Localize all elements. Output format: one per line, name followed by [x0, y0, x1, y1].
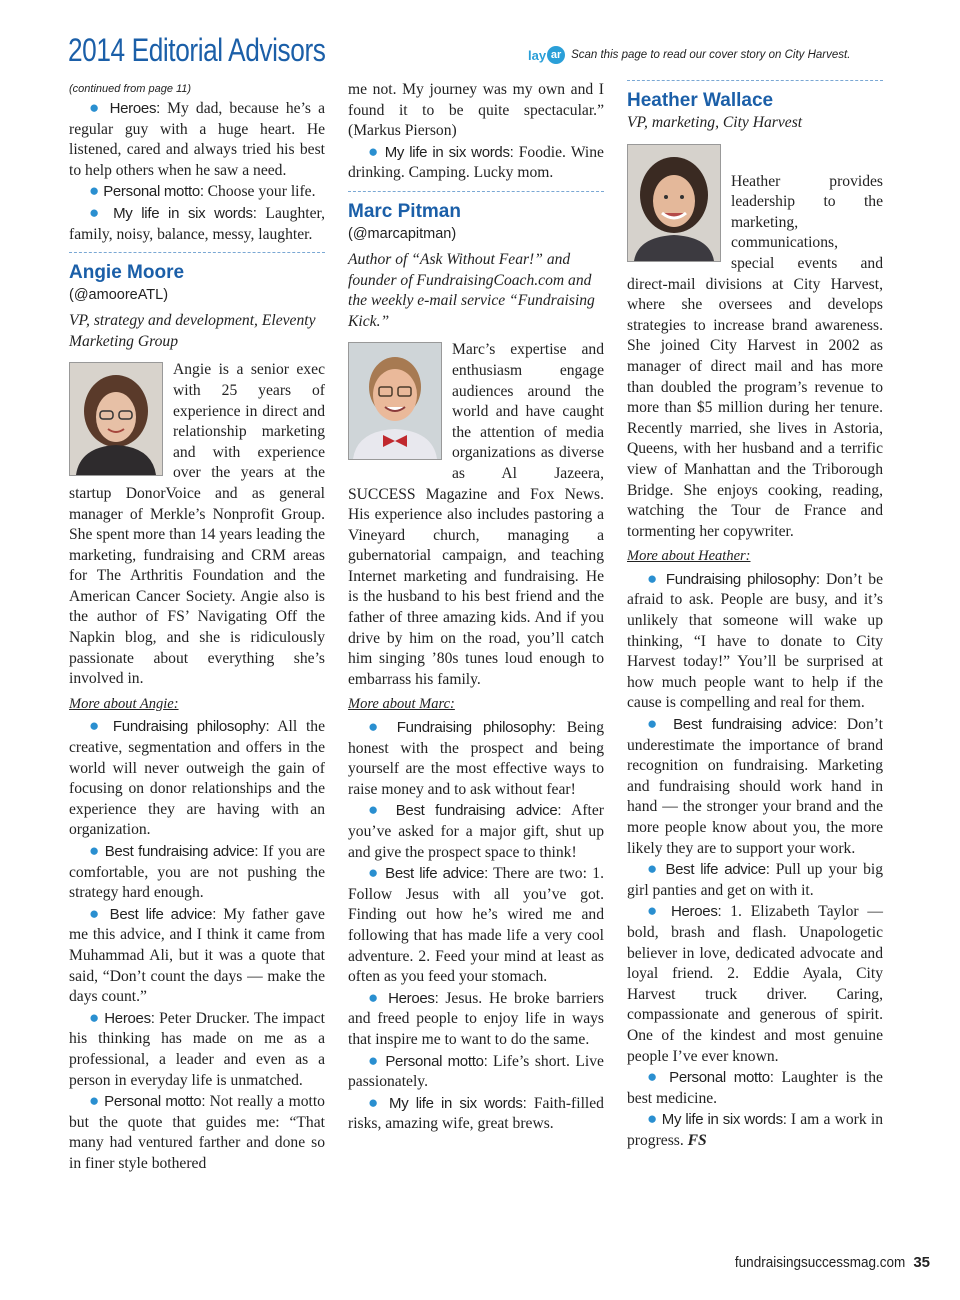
- portrait-icon: [349, 343, 441, 459]
- divider: [69, 252, 325, 253]
- advisor-bio: Heather provides leadership to the marketing, communications, special events and direct-mail divisions at City Harvest, where she oversees and develops strategies to increase brand awareness. She joined City Harvest in 2002 as manager of direct mail and has more than doubled the program’s revenue to more than $5 million during her tenure. Recently married, she lives in Astoria, Queens, with her husband and a terrific view of Manhattan and the Triborough Bridge. She enjoys cooking, reading, watching the Tour de France and tormenting her copywriter.: [627, 172, 883, 540]
- column-1: [69, 80, 325, 1175]
- six-words-entry: ● My life in six words: Faith-filled risks, amazing wife, great brews.: [348, 1092, 604, 1133]
- advisor-role: VP, marketing, City Harvest: [627, 114, 803, 131]
- bullet-icon: ●: [647, 901, 663, 921]
- heather-photo: [627, 144, 721, 262]
- philosophy-entry: ● Fundraising philosophy: Don’t be afraid to ask. People are busy, and it’s unlikely that someone will wake up thinking, “I have to donate to City Harvest today!” You’ll be surprised at how much people want to help if the cause is compelling and real for them.: [627, 568, 883, 712]
- heroes-entry: ● Heroes: 1. Elizabeth Taylor — bold, brash and flash. Unapologetic believer in love, dedicated advocate and loyal friend. 2. Eddie Ayala, City Harvest truck driver. Caring, compassionate and generous of spirit. One of the kindest and most genuine people I’ve ever known.: [627, 901, 883, 1065]
- bullet-icon: ●: [647, 714, 664, 734]
- motto-entry: ● Personal motto: Life’s short. Live passionately.: [348, 1050, 604, 1091]
- philosophy-entry: ● Fundraising philosophy: All the creative, segmentation and offers in the world will never outweigh the gain of focusing on donor relationships and the experience they are having with an organization.: [69, 716, 325, 839]
- bullet-icon: ●: [89, 181, 100, 201]
- more-about-heading: More about Heather:: [627, 548, 751, 565]
- bullet-icon: ●: [368, 987, 382, 1007]
- bullet-icon: ●: [368, 1050, 380, 1070]
- heroes-entry: ● Heroes: Jesus. He broke barriers and freed people to enjoy life in ways that inspire me to want to do the same.: [348, 987, 604, 1048]
- bullet-icon: ●: [368, 800, 386, 820]
- advisor-bio: Marc’s expertise and enthusiasm engage audiences around the world and have caught the attention of media organizations as diverse as Al Jazeera, SUCCESS Magazine and Fox News. His experience also includes pastoring a Vineyard church, managing a gubernatorial campaign, and teaching Internet marketing and fundraising. He is the husband to his best friend and the father of three amazing kids. And if you drive by him on the road, you’ll catch him singing ’80s tunes loud enough to embarrass his family.: [348, 341, 604, 688]
- bullet-icon: ●: [89, 202, 105, 222]
- motto-entry: ● Personal motto: Choose your life.: [89, 181, 316, 201]
- angie-photo: [69, 362, 163, 476]
- twitter-handle[interactable]: (@amooreATL): [69, 287, 169, 304]
- column-2: [348, 80, 604, 1135]
- layar-caption: Scan this page to read our cover story on City Harvest.: [571, 49, 851, 61]
- bullet-icon: ●: [647, 1067, 662, 1087]
- six-words-entry: ● My life in six words: I am a work in progress. FS: [627, 1109, 883, 1149]
- bullet-icon: ●: [368, 141, 380, 161]
- continued-text: me not. My journey was my own and I found it to be quite spectacular.” (Markus Pierson): [348, 81, 604, 140]
- divider: [627, 80, 883, 81]
- advice-entry: ● Best fundraising advice: If you are comfortable, you are not pushing the strategy hard enough.: [69, 841, 326, 902]
- six-words-entry: ● My life in six words: Foodie. Wine drinking. Camping. Lucky mom.: [348, 141, 604, 182]
- bullet-icon: ●: [89, 1007, 100, 1027]
- more-about-heading: More about Marc:: [348, 696, 455, 713]
- bullet-icon: ●: [89, 841, 101, 860]
- portrait-icon: [628, 145, 720, 261]
- advisor-name: Marc Pitman: [348, 200, 461, 222]
- bullet-icon: ●: [368, 717, 386, 737]
- footer-url[interactable]: fundraisingsuccessmag.com: [734, 1254, 906, 1271]
- advice-entry: ● Best fundraising advice: After you’ve asked for a major gift, shut up and give the prospect space to think!: [348, 800, 604, 861]
- life-advice-entry: ● Best life advice: Pull up your big girl panties and get on with it.: [627, 859, 884, 899]
- end-mark: FS: [687, 1131, 707, 1149]
- advisor-role: Author of “Ask Without Fear!” and founder of FundraisingCoach.com and the weekly e-mail service “Fundraising Kick.”: [348, 250, 595, 330]
- layar-banner[interactable]: [528, 46, 850, 64]
- column-3: [627, 80, 883, 1152]
- heroes-entry: ● Heroes: My dad, because he’s a regular guy with a huge heart. He listened, cared and always tried his best to help others when he saw a need.: [69, 98, 326, 179]
- advisor-name: Angie Moore: [69, 262, 185, 284]
- marc-photo: [348, 342, 442, 460]
- advisor-role: VP, strategy and development, Eleventy Marketing Group: [69, 312, 316, 350]
- twitter-handle[interactable]: (@marcapitman): [348, 225, 457, 242]
- page-title: 2014 Editorial Advisors: [68, 32, 326, 68]
- life-advice-entry: ● Best life advice: There are two: 1. Follow Jesus with all you’ve got. Finding out how he’s wired me and following that has made life a very cool adventure. 2. Feed your mind at least as often as you feed your stomach.: [348, 863, 604, 986]
- advisor-bio: Angie is a senior exec with 25 years of experience in direct and relationship marketing and with experience over the years at the startup DonorVoice and as general manager of Merkle’s Nonprofit Group. She spent more than 14 years leading the marketing, fundraising and CRM areas for The Arthritis Foundation and the American Cancer Society. Angie also is the author of FS’ Navigating Off the Napkin blog, and she is ridiculously passionate about everything she’s involved in.: [69, 361, 325, 688]
- portrait-icon: [70, 363, 162, 475]
- philosophy-entry: ● Fundraising philosophy: Being honest with the prospect and being yourself are the most effective ways to raise money and to ask without fear!: [348, 717, 604, 798]
- bullet-icon: ●: [368, 1092, 382, 1112]
- bullet-icon: ●: [89, 98, 103, 117]
- more-about-heading: More about Angie:: [69, 695, 179, 712]
- page-footer: [716, 1254, 930, 1271]
- bullet-icon: ●: [89, 903, 103, 923]
- six-words-entry: ● My life in six words: Laughter, family, noisy, balance, messy, laughter.: [69, 202, 325, 243]
- motto-entry: ● Personal motto: Not really a motto but the quote that guides me: “That many had ventured farther and done so in finer style bothered: [69, 1091, 325, 1172]
- page-number: 35: [913, 1254, 930, 1271]
- continued-note: (continued from page 11): [69, 83, 192, 95]
- bullet-icon: ●: [89, 1091, 100, 1111]
- layar-logo[interactable]: lay ar: [528, 46, 565, 64]
- divider: [348, 191, 604, 192]
- heroes-entry: ● Heroes: Peter Drucker. The impact his thinking has made on me as a professional, a leader and even as a person in everyday life is unmatched.: [69, 1007, 325, 1089]
- advice-entry: ● Best fundraising advice: Don’t underestimate the importance of brand recognition on fundraising. Marketing and fundraising should work hand in hand — the stronger your brand and the more people know about you, the more likely they are to support your work.: [627, 714, 883, 857]
- bullet-icon: ●: [368, 863, 380, 883]
- bullet-icon: ●: [647, 568, 660, 588]
- motto-entry: ● Personal motto: Laughter is the best medicine.: [627, 1067, 883, 1107]
- life-advice-entry: ● Best life advice: My father gave me this advice, and I think it came from Muhammad Ali, but it was a quote that said, “Don’t count the days — make the days count.”: [69, 903, 325, 1006]
- bullet-icon: ●: [647, 1109, 658, 1129]
- bullet-icon: ●: [647, 859, 660, 879]
- advisor-name: Heather Wallace: [627, 90, 774, 111]
- bullet-icon: ●: [89, 716, 105, 736]
